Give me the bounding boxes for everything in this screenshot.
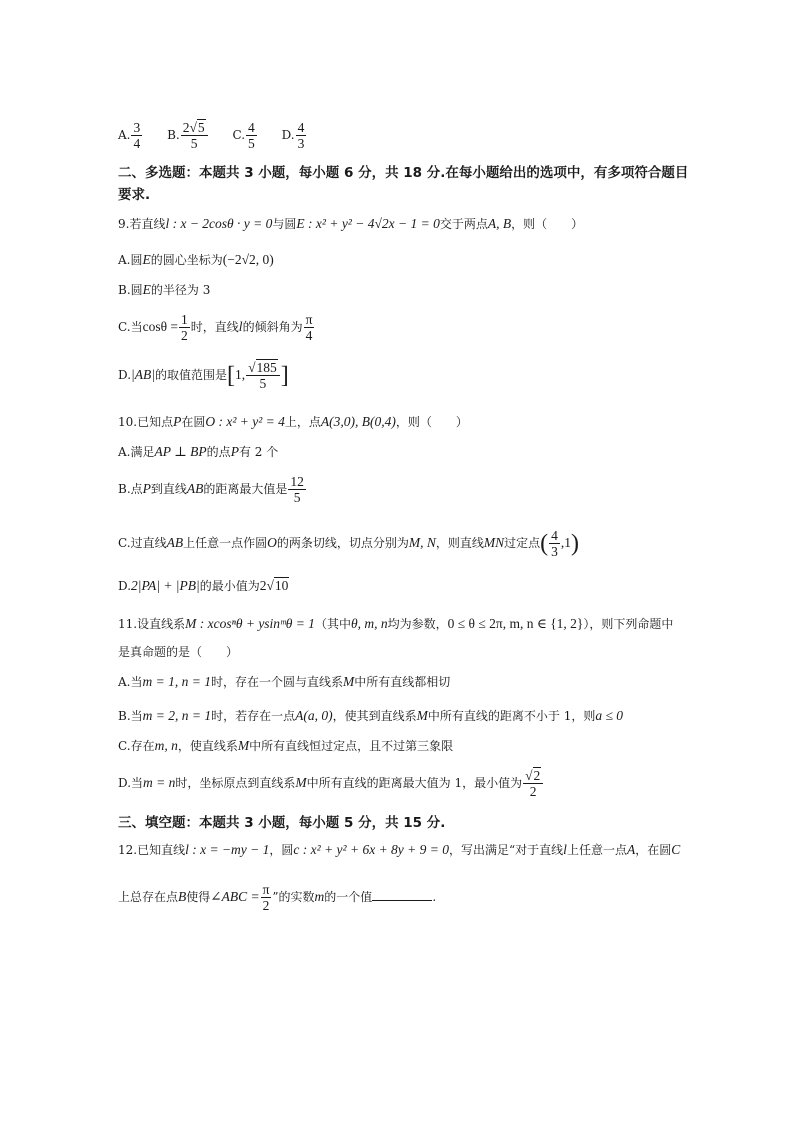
q12-stem-line2: 上总存在点B使得∠ABC = $\frac{\pi}{2}$ ”的实数m的一个值 . — [118, 882, 437, 913]
q8-option-b: B. $\frac{2√5}{5}$ — [167, 120, 209, 151]
q8-option-d: D. $\frac{4}{3}$ — [281, 120, 305, 151]
q10-stem: 10.已知点P在圆O : x² + y² = 4上，点A(3,0), B(0,4)，则（ ） — [118, 414, 468, 429]
q10-option-d: D.2|PA| + |PB|的最小值为2√10 — [118, 578, 289, 593]
q10-option-c: C.过直线AB上任意一点作圆O的两条切线，切点分别为M, N，则直线MN过定点( $\frac{4}{3}$ ,1) — [118, 528, 580, 559]
q12-stem: 12.已知直线l : x = −my − 1，圆c : x² + y² + 6x + 8y + 9 = 0，写出满足“对于直线l上任意一点A，在圆C — [118, 842, 681, 857]
q12-answer-blank[interactable] — [372, 900, 432, 901]
q11-option-d: D.当m = n时，坐标原点到直线系M中所有直线的距离最大值为 1，最小值为 $\frac{√2}{2}$ — [118, 768, 544, 799]
q11-option-b: B.当m = 2, n = 1时，若存在一点A(a, 0)，使其到直线系M中所有直线的距离不小于 1，则a ≤ 0 — [118, 708, 624, 723]
section3-heading: 三、填空题：本题共 3 小题，每小题 5 分，共 15 分. — [118, 815, 446, 831]
q9-option-a: A.圆E的圆心坐标为(−2√2, 0) — [118, 252, 274, 267]
q11-option-a: A.当m = 1, n = 1时，存在一个圆与直线系M中所有直线都相切 — [118, 674, 451, 689]
section2-heading-line1: 二、多选题：本题共 3 小题，每小题 6 分，共 18 分.在每小题给出的选项中，有多项符合题目 — [118, 165, 689, 181]
q11-option-c: C.存在m, n，使直线系M中所有直线恒过定点，且不过第三象限 — [118, 738, 454, 753]
q10-option-b: B.点P到直线AB的距离最大值是 $\frac{12}{5}$ — [118, 474, 304, 505]
q11-stem-line2: 是真命题的是（ ） — [118, 645, 239, 659]
q9-option-d: D.|AB|的取值范围是[1, $\frac{√185}{5}$ ] — [118, 360, 289, 391]
q8-option-c: C. $\frac{4}{5}$ — [232, 120, 255, 151]
q8-options — [118, 120, 327, 151]
q10-option-a: A.满足AP ⊥ BP的点P有 2 个 — [118, 444, 279, 459]
q9-option-b: B.圆E的半径为 3 — [118, 282, 211, 297]
q8-option-a: A. $\frac{3}{4}$ — [118, 120, 141, 151]
q9-stem: 9.若直线l : x − 2cosθ · y = 0与圆E : x² + y² − 4√2x − 1 = 0交于两点A, B，则（ ） — [118, 216, 584, 231]
q11-stem: 11.设直线系M : xcosⁿθ + ysinᵐθ = 1（其中θ, m, n均为参数，0 ≤ θ ≤ 2π, m, n ∈ {1, 2}），则下列命题中 — [118, 616, 674, 631]
q9-option-c: C.当cosθ = $\frac{1}{2}$ 时，直线l的倾斜角为 $\frac{\pi}{4}$ — [118, 312, 313, 343]
section2-heading-line2: 要求. — [118, 187, 151, 203]
